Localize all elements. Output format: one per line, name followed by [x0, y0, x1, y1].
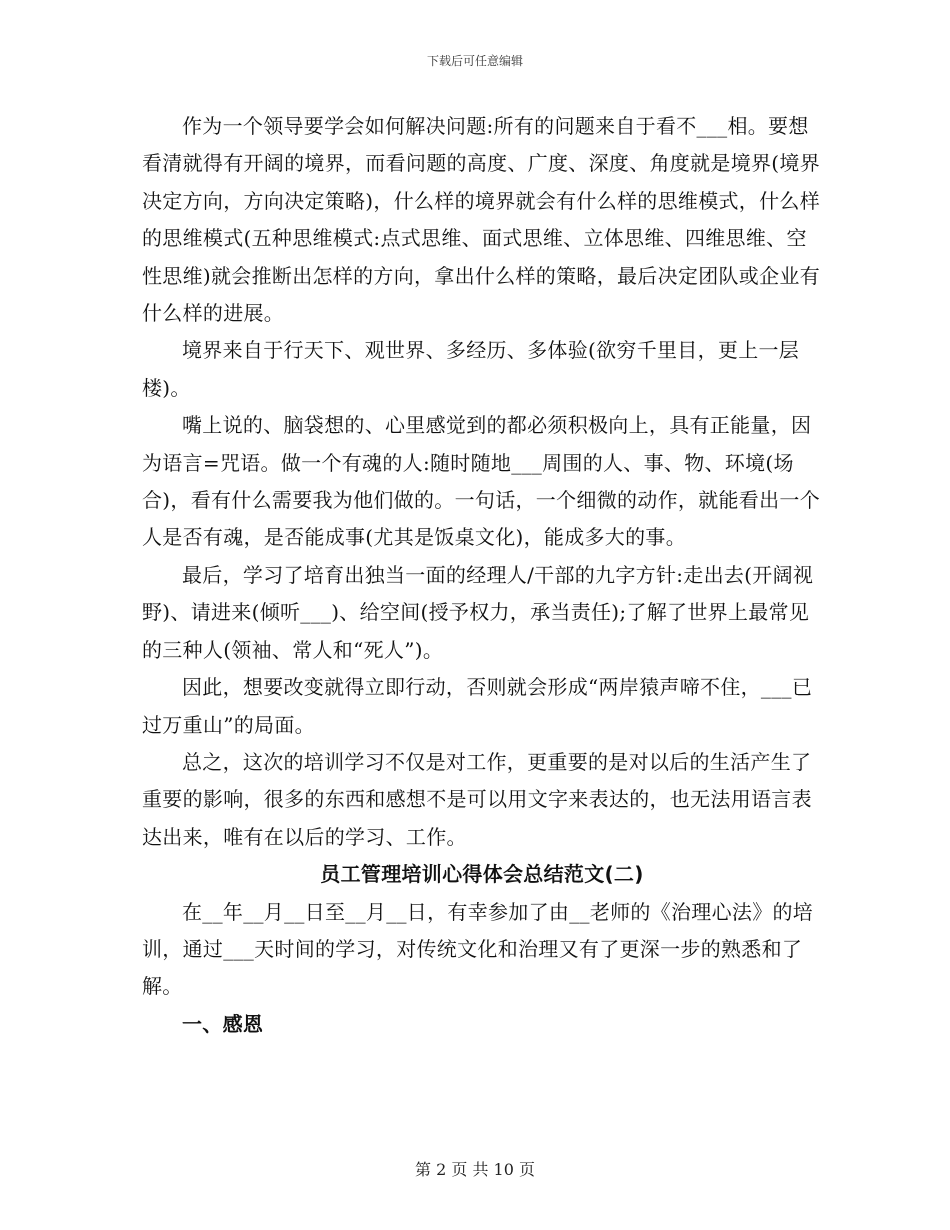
- paragraph-realm: 境界来自于行天下、观世界、多经历、多体验(欲穷千里目，更上一层楼)。: [142, 338, 800, 400]
- section-intro-paragraph: 在__年__月__日至__月__日，有幸参加了由__老师的《治理心法》的培训，通过___天时间的学习，对传统文化和治理又有了更深一步的熟悉和了解。: [142, 899, 814, 999]
- paragraph-action: 因此，想要改变就得立即行动，否则就会形成“两岸猿声啼不住，___已过万重山”的局面。: [142, 675, 813, 737]
- paragraph-conclusion: 总之，这次的培训学习不仅是对工作，更重要的是对以后的生活产生了重要的影响，很多的东西和感想不是可以用文字来表达的，也无法用语言表达出来，唯有在以后的学习、工作。: [142, 749, 812, 849]
- subheading-gratitude: 一、感恩: [182, 1011, 264, 1036]
- document-body: [142, 108, 822, 1043]
- paragraph-leadership: 作为一个领导要学会如何解决问题:所有的问题来自于看不___相。要想看清就得有开阔的境界，而看问题的高度、广度、深度、角度就是境界(境界决定方向，方向决定策略)，什么样的境界就会有什么样的思维模式，什么样的思维模式(五种思维模式:点式思维、面式思维、立体思维、四维思维、空性思维)就会推断出怎样的方向，拿出什么样的策略，最后决定团队或企业有什么样的进展。: [142, 114, 821, 326]
- page-number: 第 2 页 共 10 页: [415, 1160, 535, 1179]
- section-title: 员工管理培训心得体会总结范文(二): [320, 862, 644, 887]
- paragraph-nine-character-policy: 最后，学习了培育出独当一面的经理人/干部的九字方针:走出去(开阔视野)、请进来(倾听___)、给空间(授予权力，承当责任);了解了世界上最常见的三种人(领袖、常人和“死人”)。: [142, 562, 814, 662]
- paragraph-positive-energy: 嘴上说的、脑袋想的、心里感觉到的都必须积极向上，具有正能量，因为语言=咒语。做一个有魂的人:随时随地___周围的人、事、物、环境(场合)，看有什么需要我为他们做的。一句话，一个细微的动作，就能看出一个人是否有魂，是否能成事(尤其是饭桌文化)，能成多大的事。: [142, 413, 821, 550]
- header-note: 下载后可任意编辑: [426, 54, 523, 68]
